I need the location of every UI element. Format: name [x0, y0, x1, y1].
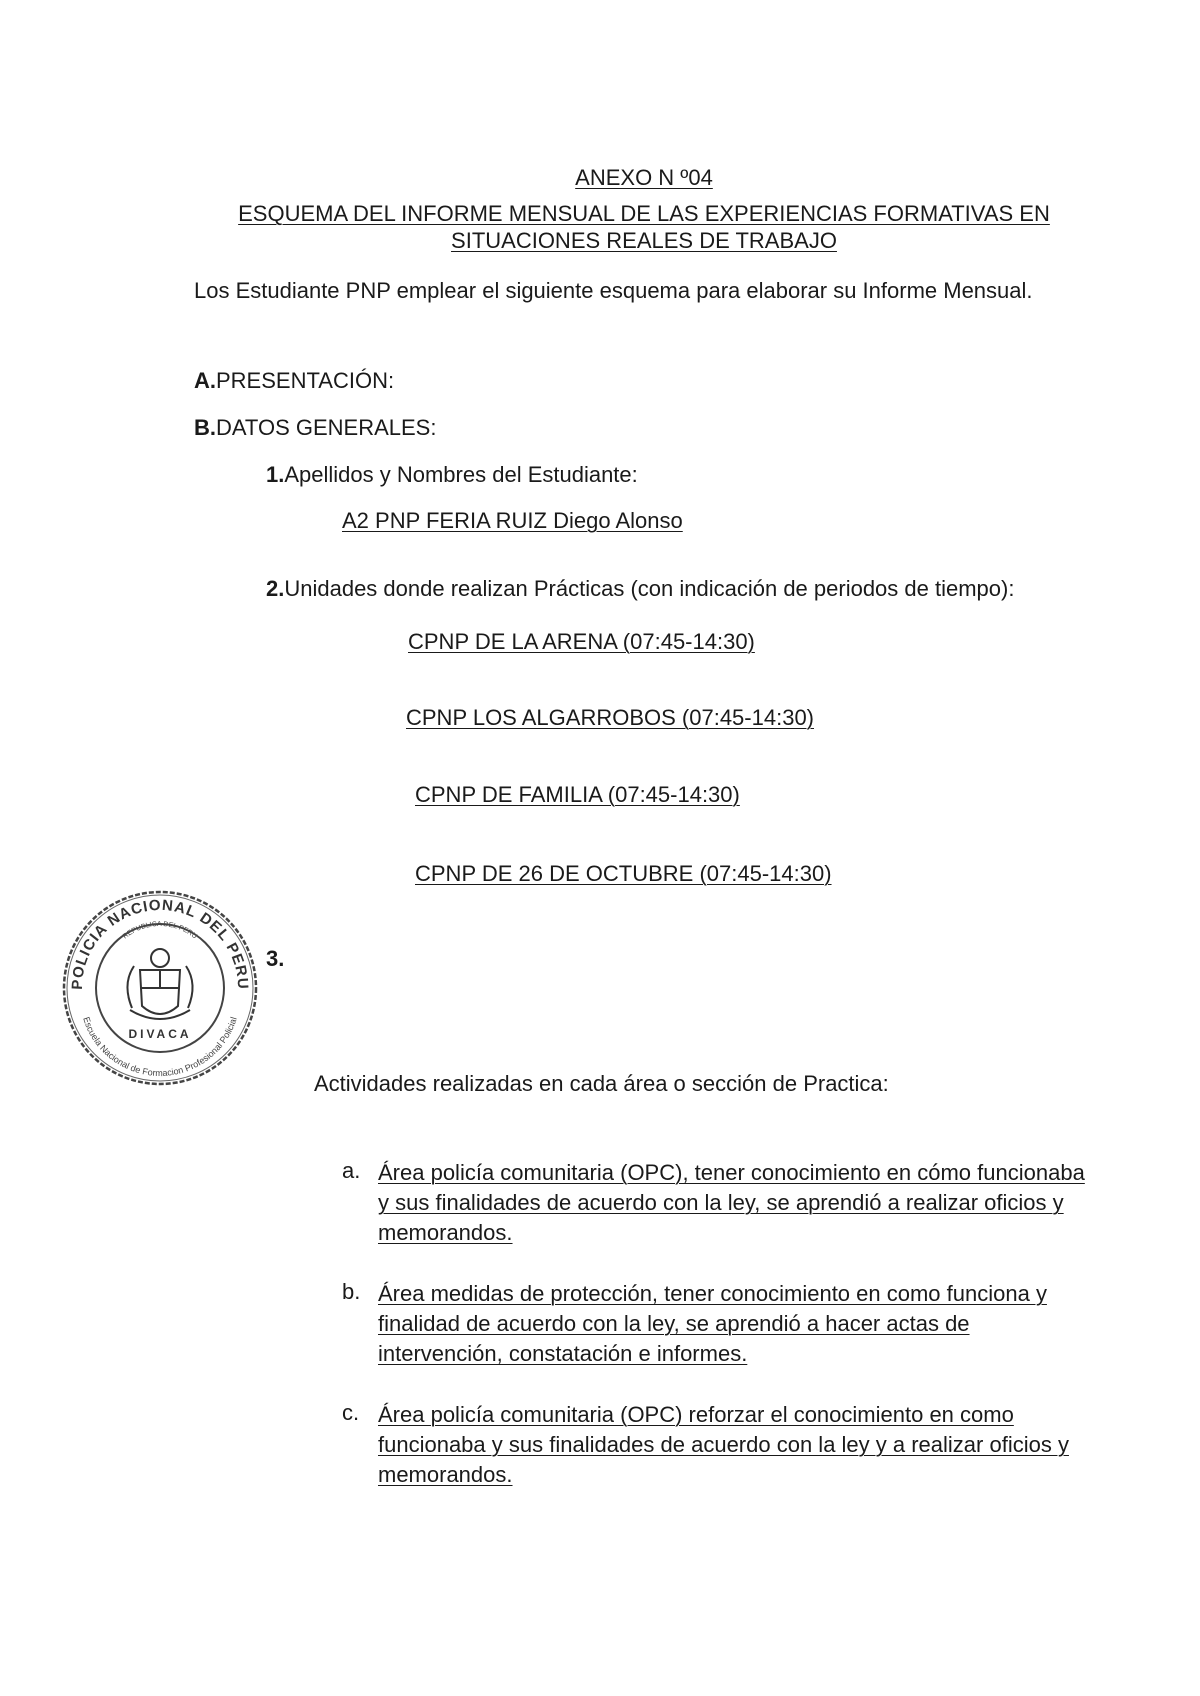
annex-number: ANEXO N º04 [575, 165, 713, 190]
activity-text: Área medidas de protección, tener conocimiento en como funciona y finalidad de acuerdo con la ley, se aprendió a hacer actas de intervención, constatación e informes. [378, 1281, 1047, 1366]
item-3-label: Actividades realizadas en cada área o sección de Practica: [314, 1071, 889, 1096]
intro-paragraph: Los Estudiante PNP emplear el siguiente esquema para elaborar su Informe Mensual. [194, 278, 1033, 303]
section-b-label: DATOS GENERALES: [216, 415, 437, 440]
section-a-label: PRESENTACIÓN: [216, 368, 395, 393]
item-3-number: 3. [266, 946, 285, 971]
seal-inner-text: REPUBLICA DEL PERU [121, 920, 199, 941]
unit-item: CPNP DE LA ARENA (07:45-14:30) [408, 629, 755, 654]
item-2-number: 2. [266, 576, 285, 601]
section-b-letter: B. [194, 415, 216, 440]
unit-item: CPNP DE 26 DE OCTUBRE (07:45-14:30) [415, 861, 832, 886]
activity-letter: c. [342, 1400, 360, 1425]
item-1-number: 1. [266, 462, 285, 487]
item-2 [266, 576, 1014, 602]
seal-bottom-text: Escuela Nacional de Formacion Profesional Policial [81, 1015, 239, 1079]
section-b [194, 415, 436, 441]
activity-text: Área policía comunitaria (OPC), tener conocimiento en cómo funcionaba y sus finalidades de acuerdo con la ley, se aprendió a realizar oficios y memorandos. [378, 1160, 1085, 1245]
activity-text: Área policía comunitaria (OPC) reforzar el conocimiento en como funcionaba y sus finalidades de acuerdo con la ley y a realizar oficios y memorandos. [378, 1402, 1069, 1487]
seal-outer-text: POLICIA NACIONAL DEL PERU [68, 896, 252, 991]
item-2-label: Unidades donde realizan Prácticas (con indicación de periodos de tiempo): [284, 576, 1015, 601]
seal-code: DIVACA [128, 1027, 192, 1041]
activity-letter: b. [342, 1279, 361, 1304]
item-1-label: Apellidos y Nombres del Estudiante: [284, 462, 638, 487]
activity-letter: a. [342, 1158, 361, 1183]
document-title-line2: SITUACIONES REALES DE TRABAJO [451, 228, 837, 253]
section-a [194, 368, 394, 394]
police-seal-stamp [60, 888, 260, 1088]
item-1 [266, 462, 638, 488]
document-title-line1: ESQUEMA DEL INFORME MENSUAL DE LAS EXPERIENCIAS FORMATIVAS EN [238, 201, 1050, 226]
section-a-letter: A. [194, 368, 216, 393]
coat-of-arms-icon [127, 949, 192, 1019]
unit-item: CPNP DE FAMILIA (07:45-14:30) [415, 782, 740, 807]
student-name: A2 PNP FERIA RUIZ Diego Alonso [342, 508, 683, 533]
unit-item: CPNP LOS ALGARROBOS (07:45-14:30) [406, 705, 814, 730]
